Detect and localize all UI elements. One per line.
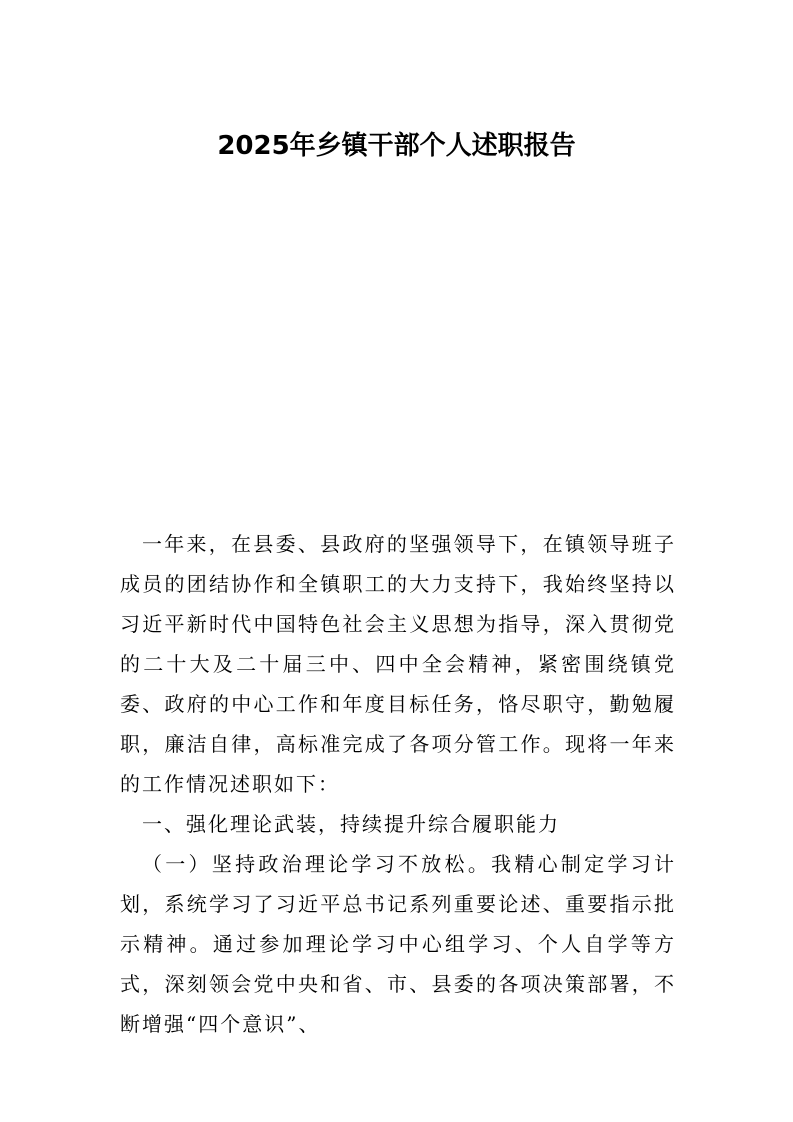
document-body	[120, 524, 676, 1044]
section-heading: 一、强化理论武装，持续提升综合履职能力	[142, 812, 560, 836]
document-title: 2025年乡镇干部个人述职报告	[217, 131, 576, 161]
section-paragraph: （一）坚持政治理论学习不放松。我精心制定学习计划，系统学习了习近平总书记系列重要论述、重要指示批示精神。通过参加理论学习中心组学习、个人自学等方式，深刻领会党中央和省、市、县委的各项决策部署，不断增强“四个意识”、	[120, 852, 676, 1036]
intro-paragraph: 一年来，在县委、县政府的坚强领导下，在镇领导班子成员的团结协作和全镇职工的大力支持下，我始终坚持以习近平新时代中国特色社会主义思想为指导，深入贯彻党的二十大及二十届三中、四中全会精神，紧密围绕镇党委、政府的中心工作和年度目标任务，恪尽职守，勤勉履职，廉洁自律，高标准完成了各项分管工作。现将一年来的工作情况述职如下：	[120, 532, 676, 796]
